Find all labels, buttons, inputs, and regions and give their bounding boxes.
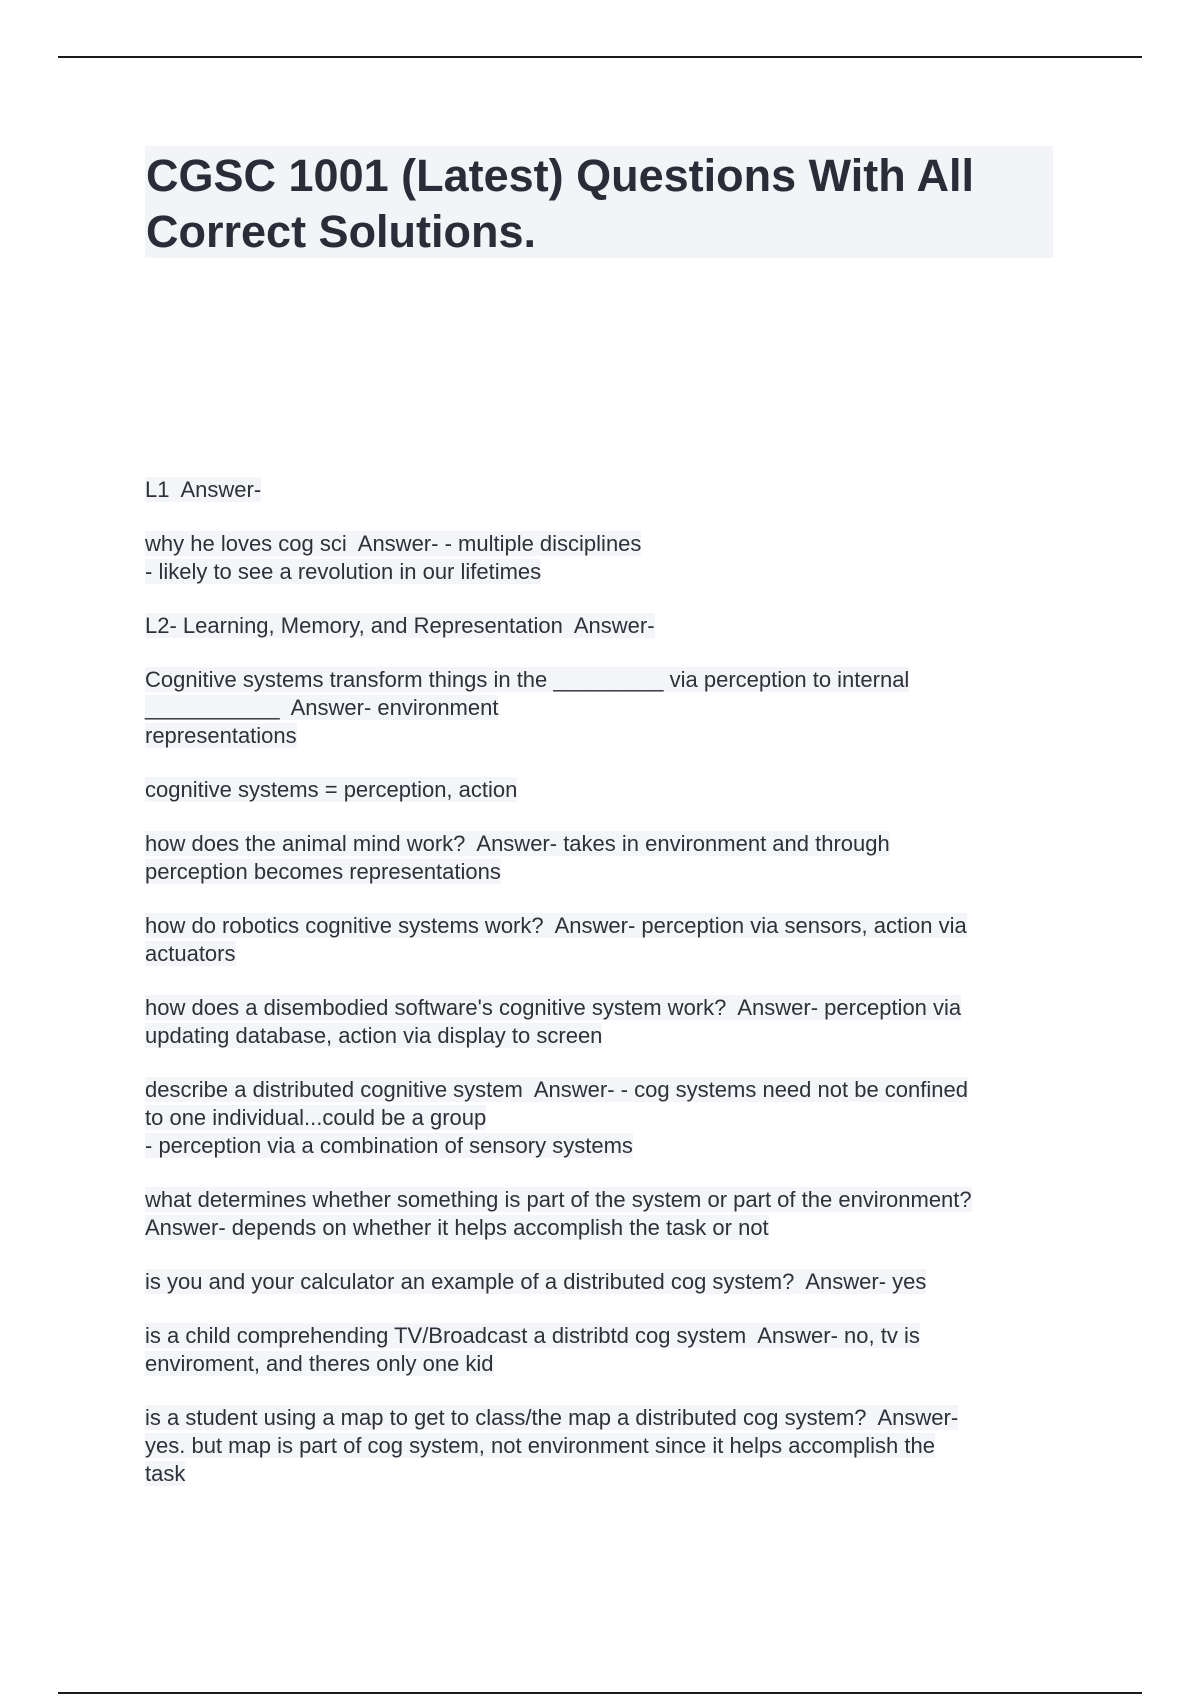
qa-text-line: cognitive systems = perception, action	[145, 777, 518, 802]
qa-item	[145, 1076, 1075, 1160]
qa-text-line: is a student using a map to get to class/the map a distributed cog system? Answer-	[145, 1405, 959, 1430]
qa-text-line: enviroment, and theres only one kid	[145, 1351, 494, 1376]
qa-text-line: L1 Answer-	[145, 477, 262, 502]
qa-item	[145, 476, 1075, 504]
qa-text-line: what determines whether something is part of the system or part of the environment?	[145, 1187, 972, 1212]
qa-text-line: representations	[145, 723, 297, 748]
qa-item	[145, 1322, 1075, 1378]
qa-text-line: is you and your calculator an example of a distributed cog system? Answer- yes	[145, 1269, 927, 1294]
qa-text-line: ___________ Answer- environment	[145, 695, 499, 720]
qa-text-line: perception becomes representations	[145, 859, 501, 884]
qa-item	[145, 612, 1075, 640]
qa-item	[145, 1268, 1075, 1296]
document-title	[146, 148, 1056, 260]
qa-text-line: describe a distributed cognitive system Answer- - cog systems need not be confined	[145, 1077, 968, 1102]
qa-text-line: Answer- depends on whether it helps accomplish the task or not	[145, 1215, 769, 1240]
qa-text-line: how do robotics cognitive systems work? Answer- perception via sensors, action via	[145, 913, 967, 938]
qa-item	[145, 1186, 1075, 1242]
qa-item	[145, 1404, 1075, 1488]
qa-text-line: task	[145, 1461, 186, 1486]
qa-text-line: how does the animal mind work? Answer- takes in environment and through	[145, 831, 890, 856]
qa-text-line: - perception via a combination of sensory systems	[145, 1133, 633, 1158]
bottom-divider	[58, 1692, 1142, 1694]
qa-item	[145, 666, 1075, 750]
top-divider	[58, 56, 1142, 58]
qa-text-line: how does a disembodied software's cognitive system work? Answer- perception via	[145, 995, 962, 1020]
qa-text-line: why he loves cog sci Answer- - multiple disciplines	[145, 531, 642, 556]
document-title-line-1: CGSC 1001 (Latest) Questions With All	[146, 150, 975, 201]
qa-text-line: yes. but map is part of cog system, not environment since it helps accomplish the	[145, 1433, 935, 1458]
qa-list	[145, 476, 1075, 1514]
qa-text-line: to one individual...could be a group	[145, 1105, 487, 1130]
qa-text-line: updating database, action via display to screen	[145, 1023, 603, 1048]
qa-text-line: is a child comprehending TV/Broadcast a distribtd cog system Answer- no, tv is	[145, 1323, 920, 1348]
qa-item	[145, 912, 1075, 968]
qa-item	[145, 776, 1075, 804]
qa-text-line: L2- Learning, Memory, and Representation Answer-	[145, 613, 655, 638]
qa-item	[145, 530, 1075, 586]
qa-text-line: Cognitive systems transform things in the _________ via perception to internal	[145, 667, 910, 692]
qa-text-line: actuators	[145, 941, 236, 966]
qa-item	[145, 994, 1075, 1050]
document-title-line-2: Correct Solutions.	[146, 206, 537, 257]
qa-text-line: - likely to see a revolution in our lifetimes	[145, 559, 542, 584]
qa-item	[145, 830, 1075, 886]
